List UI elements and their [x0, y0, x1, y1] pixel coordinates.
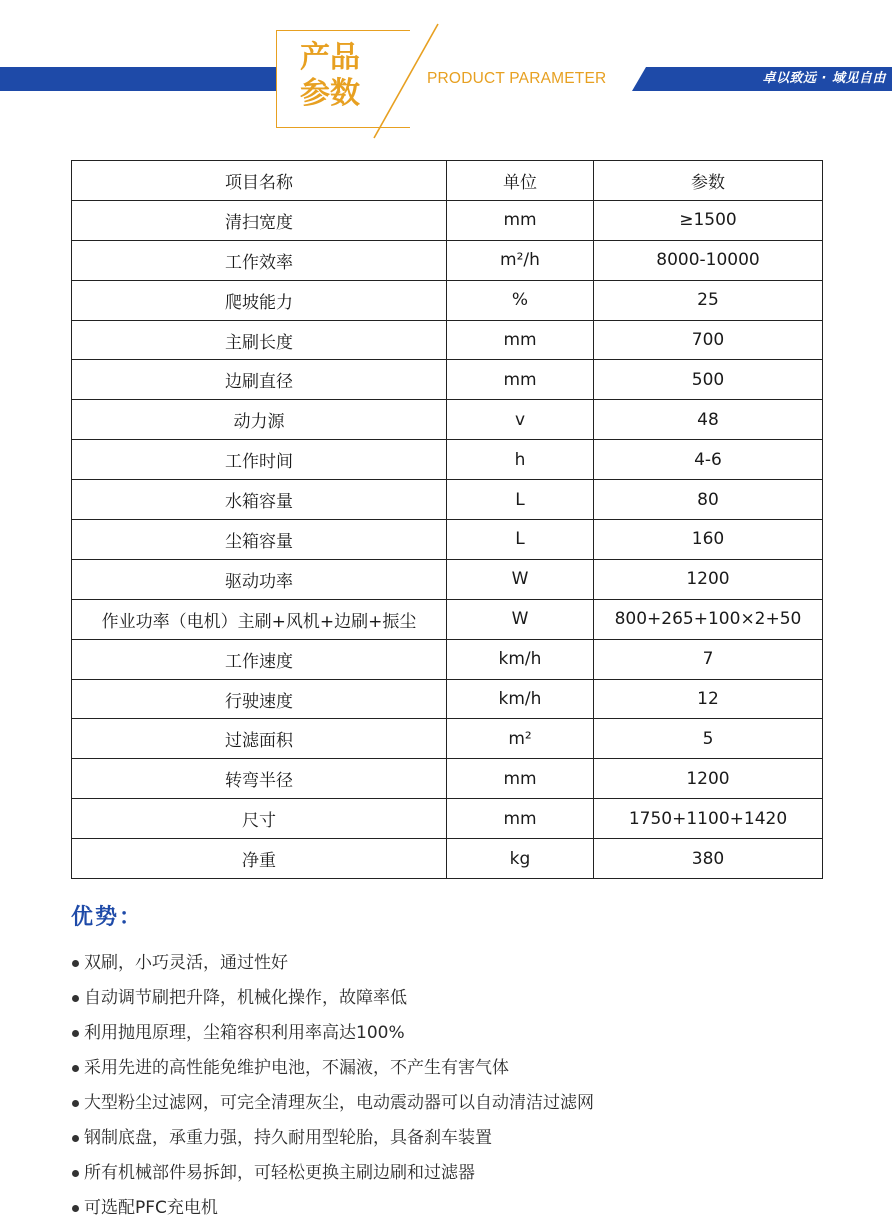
cell-unit: %: [447, 280, 594, 320]
parameter-table: [71, 160, 823, 879]
cell-value: 160: [594, 520, 823, 560]
cell-value: 48: [594, 400, 823, 440]
cell-unit: km/h: [447, 679, 594, 719]
list-item-text: 采用先进的高性能免维护电池，不漏液，不产生有害气体: [84, 1058, 509, 1078]
bullet-icon: [72, 1135, 79, 1142]
cell-item-name: 转弯半径: [72, 759, 447, 799]
table-row: [72, 200, 823, 240]
page-subtitle: PRODUCT PARAMETER: [427, 70, 607, 87]
cell-unit: v: [447, 400, 594, 440]
table-row: [72, 520, 823, 560]
cell-value: ≥1500: [594, 200, 823, 240]
cell-value: 4-6: [594, 440, 823, 480]
list-item: [72, 946, 594, 981]
cell-item-name: 驱动功率: [72, 559, 447, 599]
table-row: [72, 480, 823, 520]
cell-item-name: 爬坡能力: [72, 280, 447, 320]
cell-value: 7: [594, 639, 823, 679]
table-row: [72, 759, 823, 799]
cell-unit: m²: [447, 719, 594, 759]
cell-item-name: 尺寸: [72, 799, 447, 839]
cell-value: 1200: [594, 759, 823, 799]
cell-value: 1750+1100+1420: [594, 799, 823, 839]
cell-unit: kg: [447, 839, 594, 879]
bullet-icon: [72, 1100, 79, 1107]
bullet-icon: [72, 1030, 79, 1037]
table-row: [72, 440, 823, 480]
cell-value: 800+265+100×2+50: [594, 599, 823, 639]
cell-value: 5: [594, 719, 823, 759]
bullet-icon: [72, 1170, 79, 1177]
cell-value: 1200: [594, 559, 823, 599]
list-item: [72, 1121, 594, 1156]
cell-unit: mm: [447, 200, 594, 240]
advantages-list: [72, 946, 594, 1226]
advantages-title: 优势：: [71, 905, 144, 930]
header-unit: 单位: [447, 161, 594, 201]
list-item: [72, 1156, 594, 1191]
cell-unit: mm: [447, 360, 594, 400]
cell-unit: mm: [447, 799, 594, 839]
table-row: [72, 599, 823, 639]
bullet-icon: [72, 995, 79, 1002]
cell-unit: m²/h: [447, 240, 594, 280]
list-item: [72, 1016, 594, 1051]
page-title: [300, 40, 380, 112]
cell-unit: W: [447, 599, 594, 639]
cell-unit: mm: [447, 759, 594, 799]
table-row: [72, 400, 823, 440]
cell-item-name: 工作效率: [72, 240, 447, 280]
cell-item-name: 清扫宽度: [72, 200, 447, 240]
cell-item-name: 作业功率（电机）主刷+风机+边刷+振尘: [72, 599, 447, 639]
table-row: [72, 280, 823, 320]
page-title-line1: 产品: [300, 40, 360, 75]
cell-item-name: 主刷长度: [72, 320, 447, 360]
cell-value: 500: [594, 360, 823, 400]
cell-value: 8000-10000: [594, 240, 823, 280]
list-item-text: 自动调节刷把升降，机械化操作，故障率低: [84, 988, 407, 1008]
cell-unit: mm: [447, 320, 594, 360]
cell-item-name: 水箱容量: [72, 480, 447, 520]
cell-value: 700: [594, 320, 823, 360]
table-row: [72, 719, 823, 759]
cell-item-name: 尘箱容量: [72, 520, 447, 560]
list-item-text: 所有机械部件易拆卸，可轻松更换主刷边刷和过滤器: [84, 1163, 475, 1183]
cell-unit: W: [447, 559, 594, 599]
cell-unit: km/h: [447, 639, 594, 679]
list-item: [72, 981, 594, 1016]
list-item-text: 利用抛甩原理，尘箱容积利用率高达100%: [84, 1023, 405, 1043]
header-item-name: 项目名称: [72, 161, 447, 201]
bullet-icon: [72, 960, 79, 967]
list-item-text: 可选配PFC充电机: [84, 1198, 218, 1218]
bullet-icon: [72, 1065, 79, 1072]
table-row: [72, 639, 823, 679]
list-item-text: 钢制底盘，承重力强，持久耐用型轮胎，具备刹车装置: [84, 1128, 492, 1148]
list-item: [72, 1086, 594, 1121]
cell-item-name: 边刷直径: [72, 360, 447, 400]
bullet-icon: [72, 1205, 79, 1212]
cell-unit: L: [447, 480, 594, 520]
cell-value: 25: [594, 280, 823, 320]
table-row: [72, 559, 823, 599]
cell-item-name: 工作速度: [72, 639, 447, 679]
cell-item-name: 动力源: [72, 400, 447, 440]
page-title-line2: 参数: [300, 76, 360, 111]
cell-unit: L: [447, 520, 594, 560]
table-row: [72, 799, 823, 839]
cell-value: 380: [594, 839, 823, 879]
header-value: 参数: [594, 161, 823, 201]
cell-item-name: 净重: [72, 839, 447, 879]
cell-value: 80: [594, 480, 823, 520]
table-row: [72, 360, 823, 400]
table-row: [72, 839, 823, 879]
table-row: [72, 679, 823, 719]
cell-item-name: 过滤面积: [72, 719, 447, 759]
list-item: [72, 1051, 594, 1086]
list-item-text: 大型粉尘过滤网，可完全清理灰尘，电动震动器可以自动清洁过滤网: [84, 1093, 594, 1113]
table-row: [72, 240, 823, 280]
parameter-table-body: [72, 161, 823, 879]
cell-item-name: 工作时间: [72, 440, 447, 480]
table-row: [72, 320, 823, 360]
table-header-row: [72, 161, 823, 201]
cell-item-name: 行驶速度: [72, 679, 447, 719]
slogan: 卓以致远 · 域见自由: [762, 71, 886, 86]
list-item: [72, 1191, 594, 1226]
cell-value: 12: [594, 679, 823, 719]
list-item-text: 双刷，小巧灵活，通过性好: [84, 953, 288, 973]
cell-unit: h: [447, 440, 594, 480]
